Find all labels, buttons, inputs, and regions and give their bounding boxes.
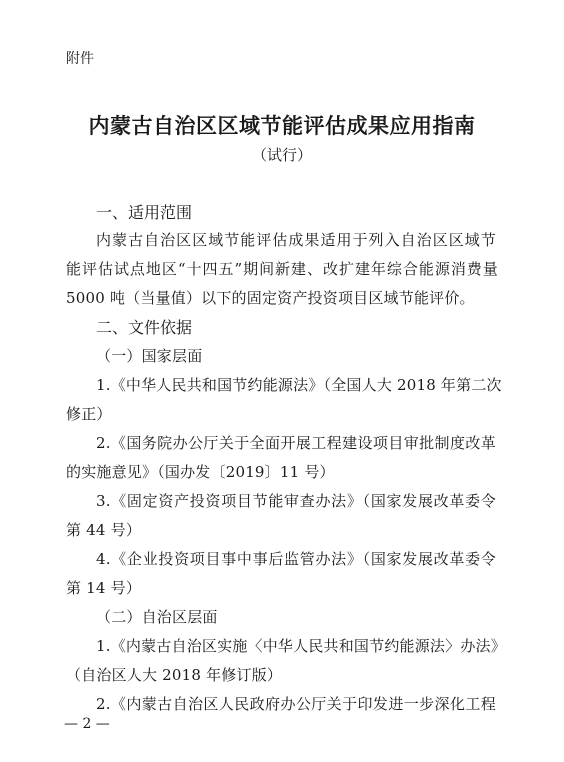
page-number: — 2 — <box>64 716 110 732</box>
list-item: 3.《固定资产投资项目节能审查办法》（国家发展改革委令 <box>96 492 496 510</box>
list-item: 1.《内蒙古自治区实施〈中华人民共和国节约能源法〉办法》 <box>96 637 506 655</box>
document-title: 内蒙古自治区区域节能评估成果应用指南 <box>88 114 476 138</box>
list-item: 2.《内蒙古自治区人民政府办公厅关于印发进一步深化工程 <box>96 695 496 713</box>
section-1-para-line: 内蒙古自治区区域节能评估成果适用于列入自治区区域节 <box>96 231 496 249</box>
list-item-continuation: 第 14 号） <box>66 579 142 597</box>
list-item: 4.《企业投资项目事中事后监管办法》（国家发展改革委令 <box>96 550 496 568</box>
list-item-continuation: 第 44 号） <box>66 521 142 539</box>
list-item: 2.《国务院办公厅关于全面开展工程建设项目审批制度改革 <box>96 434 496 452</box>
attachment-label: 附件 <box>66 51 94 67</box>
subsection-national-heading: （一）国家层面 <box>96 347 203 365</box>
section-2-heading: 二、文件依据 <box>96 318 193 337</box>
subsection-region-heading: （二）自治区层面 <box>96 608 218 626</box>
list-item-continuation: 修正） <box>66 405 112 423</box>
list-item-continuation: （自治区人大 2018 年修订版） <box>66 666 283 684</box>
section-1-para-line: 能评估试点地区“十四五”期间新建、改扩建年综合能源消费量 <box>66 260 498 278</box>
list-item-continuation: 的实施意见》（国办发〔2019〕11 号） <box>66 463 335 481</box>
list-item: 1.《中华人民共和国节约能源法》（全国人大 2018 年第二次 <box>96 376 502 394</box>
document-subtitle: （试行） <box>251 146 312 164</box>
section-1-heading: 一、适用范围 <box>96 203 193 222</box>
section-1-para-line: 5000 吨（当量值）以下的固定资产投资项目区域节能评价。 <box>66 289 475 307</box>
